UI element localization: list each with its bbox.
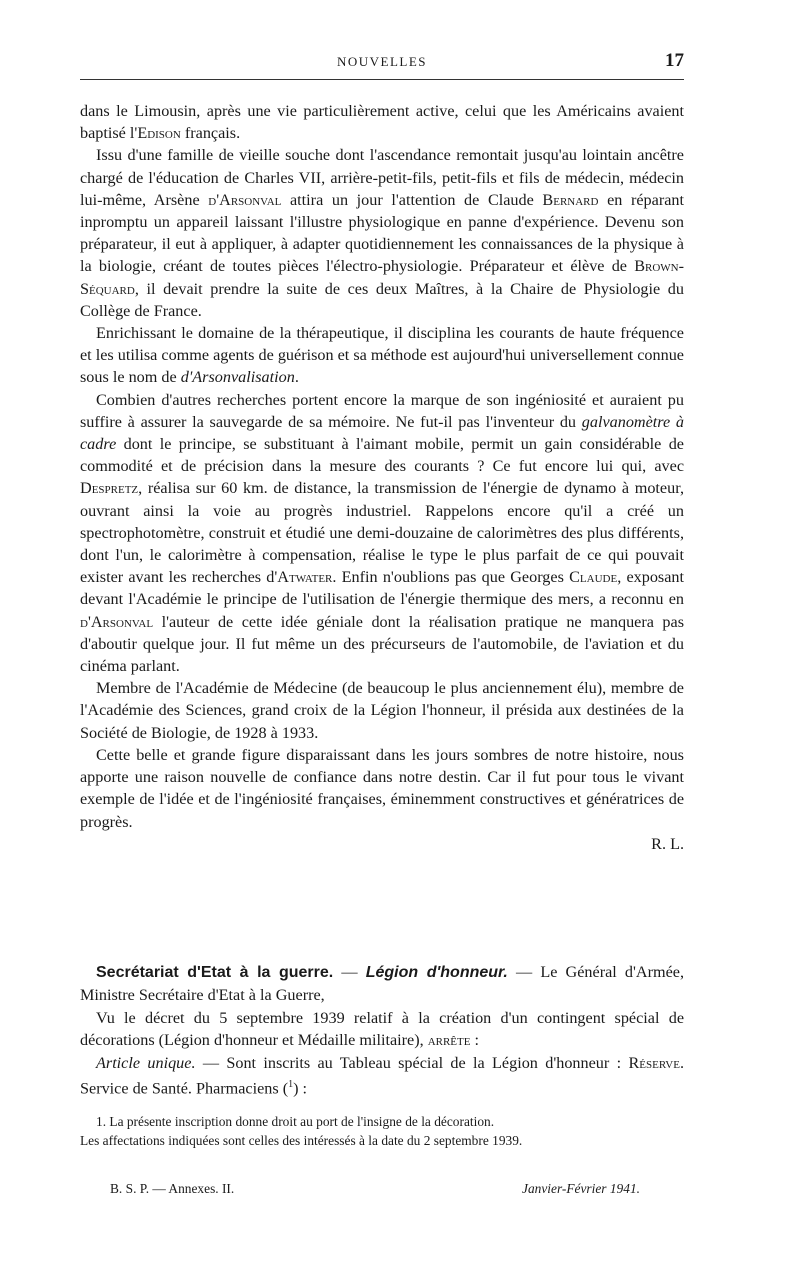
footnote-line: Les affectations indiquées sont celles des intéressés à la date du 2 septembre 1939. xyxy=(80,1133,523,1148)
paragraph: Cette belle et grande figure disparaissant dans les jours sombres de notre histoire, nous apporte une raison nouvelle de confiance dans notre destin. Car il fut pour tous le vivant exemple de l'idée et de l'ingéniosité françaises, éminemment constructives et génératrices de progrès. xyxy=(80,745,684,831)
paragraph: Membre de l'Académie de Médecine (de beaucoup le plus anciennement élu), membre de l'Académie des Sciences, grand croix de la Légion l'honneur, il présida aux destinées de la Société de Biologie, de 1928 à 1933. xyxy=(80,679,684,742)
header-title: NOUVELLES xyxy=(336,54,428,69)
paragraph: dans le Limousin, après une vie particulièrement active, celui que les Américains avaient baptisé l'Edison français. xyxy=(80,102,684,143)
section-heading: Secrétariat d'Etat à la guerre. — Légion d'honneur. — Le Général d'Armée, Ministre Secrétaire d'Etat à la Guerre, xyxy=(80,963,685,1005)
signature: R. L. xyxy=(651,834,684,853)
paragraph: Vu le décret du 5 septembre 1939 relatif à la création d'un contingent spécial de décorations (Légion d'honneur et Médaille militaire), arrête : xyxy=(80,1008,684,1050)
running-header xyxy=(80,50,684,74)
paragraph: Issu d'une famille de vieille souche dont l'ascendance remontait jusqu'au lointain ancêtre chargé de l'éducation de Charles VII, arrière-petit-fils, petit-fils et fils de médecin, médecin lui-même, Arsène d'Arsonval attira un jour l'attention de Claude Bernard en réparant inpromptu un appareil laissant l'illustre physiologique en panne d'expérience. Devenu son préparateur, il eut à appliquer, à adapter quotidiennement les connaissances de la physique à la biologie, créant de toutes pièces l'électro-physiologie. Préparateur et élève de Brown-Séquard, il devait prendre la suite de ces deux Maîtres, à la Chaire de Physiologie du Collège de France. xyxy=(80,146,684,320)
footer-left: B. S. P. — Annexes. II. xyxy=(110,1181,235,1196)
footnote xyxy=(80,1112,684,1150)
page-number: 17 xyxy=(665,50,684,71)
article-body xyxy=(80,100,684,855)
header-rule xyxy=(80,79,684,80)
paragraph: Combien d'autres recherches portent encore la marque de son ingéniosité et auraient pu suffire à assurer la sauvegarde de sa mémoire. Ne fut-il pas l'inventeur du galvanomètre à cadre dont le principe, se substituant à l'aimant mobile, permit un gain considérable de commodité et de précision dans la mesure des courants ? Ce fut encore lui qui, avec Despretz, réalisa sur 60 km. de distance, la transmission de l'énergie de dynamo à moteur, ouvrant ainsi la voie au progrès industriel. Rappelons encore qu'il a créé un spectrophotomètre, construit et étudié une demi-douzaine de calorimètres des plus différents, dont l'un, le calorimètre à compensation, réalise le type le plus parfait de ce qui pouvait exister avant les recherches d'Atwater. Enfin n'oublions pas que Georges Claude, exposant devant l'Académie le principe de l'utilisation de l'énergie thermique des mers, a reconnu en d'Arsonval l'auteur de cette idée géniale dont la réalisation pratique ne manquera pas d'aboutir quelque jour. Il fut même un des précurseurs de l'automobile, de l'aviation et du cinéma parlant. xyxy=(80,390,685,676)
footer-right: Janvier-Février 1941. xyxy=(522,1181,640,1196)
paragraph: Enrichissant le domaine de la thérapeutique, il disciplina les courants de haute fréquence et les utilisa comme agents de guérison et sa méthode est aujourd'hui universellement connue sous le nom de d'Arsonvalisation. xyxy=(80,324,684,387)
paragraph: Article unique. — Sont inscrits au Tableau spécial de la Légion d'honneur : Réserve. Service de Santé. Pharmaciens ($^1$) : xyxy=(80,1053,684,1098)
announcement-section xyxy=(80,961,684,1100)
footnote-line: 1. La présente inscription donne droit au port de l'insigne de la décoration. xyxy=(96,1114,495,1129)
